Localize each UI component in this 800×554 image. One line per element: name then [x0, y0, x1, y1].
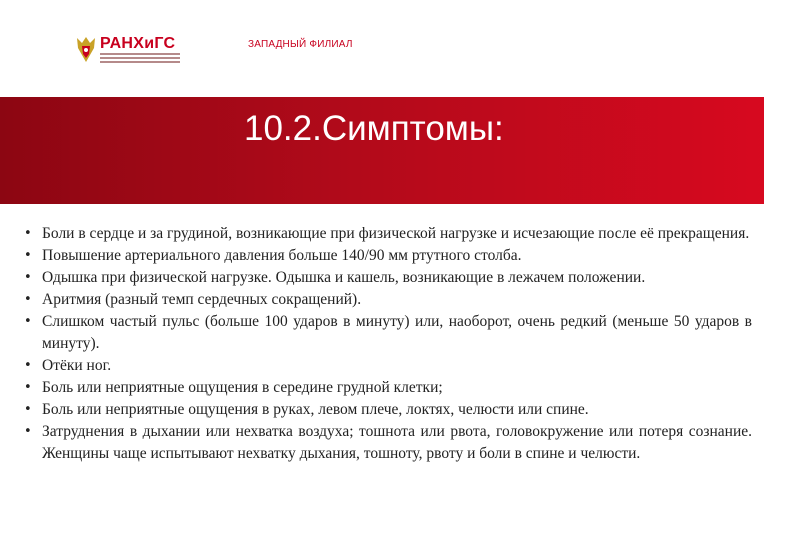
logo-tagline-lines [100, 53, 180, 65]
list-item-text: Отёки ног. [42, 357, 112, 374]
bullet-icon: • [24, 314, 32, 329]
list-item [24, 245, 752, 267]
list-item-text: Повышение артериального давления больше 140/90 мм ртутного столба. [42, 247, 522, 264]
list-item-text: Аритмия (разный темп сердечных сокращений). [42, 291, 362, 308]
list-item [24, 421, 752, 465]
eagle-emblem-icon [74, 34, 98, 64]
list-item [24, 223, 752, 245]
list-item-text: Боль или неприятные ощущения в середине грудной клетки; [42, 379, 443, 396]
list-item [24, 311, 752, 355]
list-item-text: Одышка при физической нагрузке. Одышка и кашель, возникающие в лежачем положении. [42, 269, 646, 286]
list-item [24, 289, 752, 311]
bullet-icon: • [24, 248, 32, 263]
list-item-text: Слишком частый пульс (больше 100 ударов в минуту) или, наоборот, очень редкий (меньше 50 ударов в минуту). [42, 313, 752, 352]
bullet-icon: • [24, 270, 32, 285]
bullet-icon: • [24, 292, 32, 307]
bullet-icon: • [24, 358, 32, 373]
branch-name: ЗАПАДНЫЙ ФИЛИАЛ [248, 39, 353, 50]
slide-title: 10.2.Симптомы: [244, 109, 504, 148]
logo-name: РАНХиГС [100, 35, 176, 52]
list-item [24, 377, 752, 399]
list-item [24, 399, 752, 421]
bullet-icon: • [24, 402, 32, 417]
list-item [24, 355, 752, 377]
bullet-icon: • [24, 380, 32, 395]
bullet-icon: • [24, 424, 32, 439]
list-item-text: Боль или неприятные ощущения в руках, левом плече, локтях, челюсти или спине. [42, 401, 589, 418]
list-item-text: Затруднения в дыхании или нехватка воздуха; тошнота или рвота, головокружение или потеря сознание. Женщины чаще испытывают нехватку дыхания, тошноту, рвоту и боли в спине и челюсти. [42, 423, 752, 462]
list-item-text: Боли в сердце и за грудиной, возникающие при физической нагрузке и исчезающие после её прекращения. [42, 225, 750, 242]
ranepa-logo [74, 34, 184, 70]
list-item [24, 267, 752, 289]
symptom-list [24, 223, 752, 465]
bullet-icon: • [24, 226, 32, 241]
